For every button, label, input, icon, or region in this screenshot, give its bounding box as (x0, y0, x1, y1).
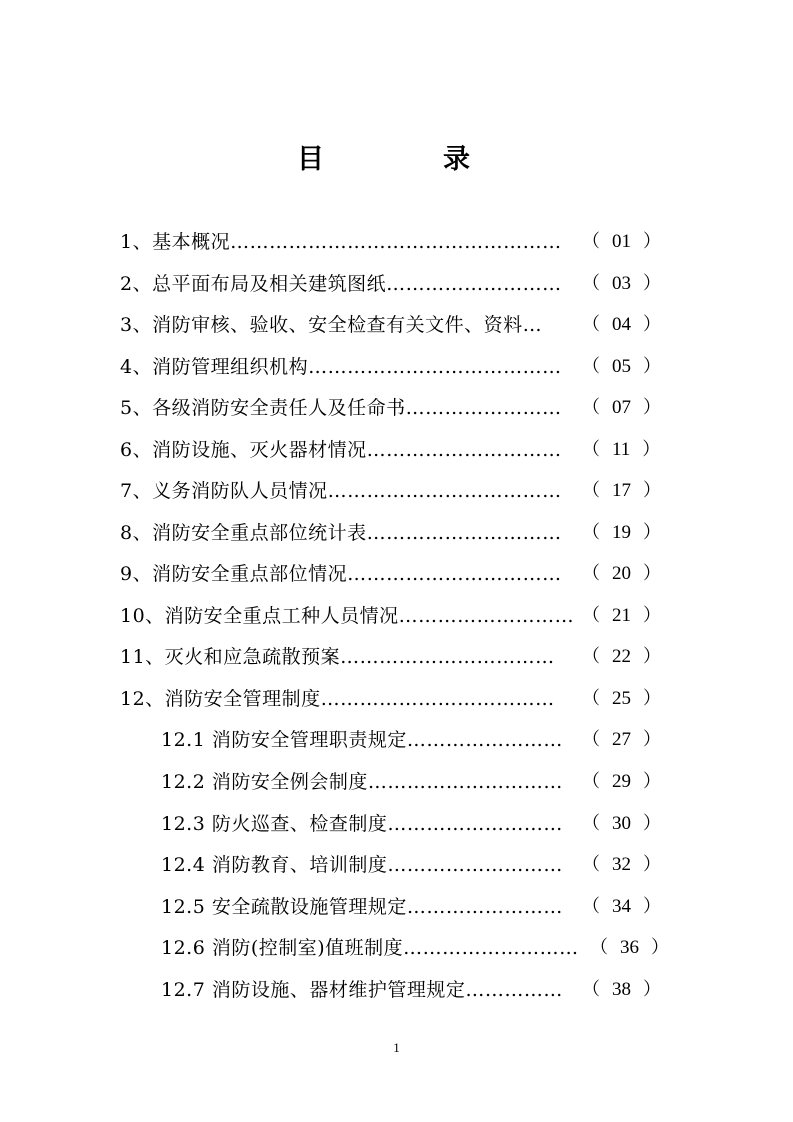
toc-entry-text: 12.5 安全疏散设施管理规定…………………… (161, 896, 563, 918)
paren-right: ） (643, 397, 661, 418)
toc-item (0, 554, 793, 594)
toc-item (0, 928, 793, 968)
toc-page-number: 25 (612, 688, 631, 709)
toc-page-number: 11 (612, 439, 631, 460)
toc-item (0, 720, 793, 760)
paren-left: （ (582, 605, 600, 626)
toc-item (0, 845, 793, 885)
paren-right: ） (643, 231, 661, 252)
toc-item (0, 305, 793, 345)
toc-page-number: 04 (612, 314, 631, 335)
toc-entry-text: 4、消防管理组织机构………………………………… (120, 356, 562, 378)
toc-entry-text: 12.2 消防安全例会制度………………………… (161, 771, 563, 793)
toc-item (0, 513, 793, 553)
toc-entry-text: 12.4 消防教育、培训制度……………………… (161, 854, 563, 876)
toc-page-ref (582, 970, 661, 1010)
toc-page-ref (582, 305, 661, 345)
toc-page-ref (582, 596, 661, 636)
toc-page-ref (582, 804, 661, 844)
toc-item (0, 347, 793, 387)
toc-page-ref (582, 845, 661, 885)
toc-page-number: 36 (620, 937, 639, 958)
toc-entry-text: 8、消防安全重点部位统计表………………………… (120, 522, 562, 544)
paren-right: ） (643, 813, 661, 834)
paren-left: （ (590, 937, 608, 958)
title-char-1: 目 (297, 144, 324, 175)
toc-page-ref (582, 430, 660, 470)
toc-item (0, 430, 793, 470)
toc-page-number: 34 (612, 896, 631, 917)
toc-page-number: 27 (612, 729, 631, 750)
paren-right: ） (643, 854, 661, 875)
paren-right: ） (643, 646, 661, 667)
paren-left: （ (582, 813, 600, 834)
toc-page-number: 20 (612, 563, 631, 584)
paren-left: （ (582, 480, 600, 501)
paren-left: （ (582, 646, 600, 667)
paren-left: （ (582, 397, 600, 418)
paren-left: （ (582, 356, 600, 377)
toc-entry-text: 11、灭火和应急疏散预案…………………………… (120, 646, 555, 668)
toc-entry-text: 12.7 消防设施、器材维护管理规定…………… (161, 979, 563, 1001)
paren-right: ） (642, 439, 661, 460)
toc-page-number: 30 (612, 813, 631, 834)
toc-item (0, 471, 793, 511)
toc-page-number: 19 (612, 522, 631, 543)
paren-right: ） (643, 563, 661, 584)
paren-right: ） (643, 896, 661, 917)
toc-page-number: 21 (612, 605, 631, 626)
toc-page-number: 32 (612, 854, 631, 875)
paren-right: ） (643, 729, 661, 750)
toc-entry-text: 5、各级消防安全责任人及任命书…………………… (120, 397, 562, 419)
toc-entry-text: 12.3 防火巡查、检查制度……………………… (161, 813, 563, 835)
paren-right: ） (643, 771, 661, 792)
toc-page-ref (582, 554, 661, 594)
toc-page-ref (582, 222, 661, 262)
toc-page-number: 38 (612, 979, 631, 1000)
toc-entry-text: 12.6 消防(控制室)值班制度……………………… (161, 937, 579, 959)
paren-right: ） (643, 605, 661, 626)
toc-item (0, 264, 793, 304)
toc-entry-text: 7、义务消防队人员情况……………………………… (120, 480, 562, 502)
toc-page-ref (582, 513, 661, 553)
paren-right: ） (643, 480, 661, 501)
toc-entry-text: 9、消防安全重点部位情况…………………………… (120, 563, 562, 585)
title-char-2: 录 (443, 144, 470, 175)
toc-page-number: 22 (612, 646, 631, 667)
toc-item (0, 637, 793, 677)
toc-entry-text: 2、总平面布局及相关建筑图纸……………………… (120, 273, 562, 295)
paren-left: （ (582, 563, 600, 584)
paren-left: （ (582, 854, 600, 875)
toc-item (0, 679, 793, 719)
paren-right: ） (651, 937, 669, 958)
paren-right: ） (643, 273, 661, 294)
toc-item (0, 222, 793, 262)
toc-item (0, 388, 793, 428)
toc-page-number: 03 (612, 273, 631, 294)
toc-page-ref (582, 720, 661, 760)
paren-left: （ (582, 771, 600, 792)
toc-page-ref (582, 679, 661, 719)
toc-page-ref (582, 264, 661, 304)
paren-left: （ (582, 522, 600, 543)
toc-page-ref (582, 347, 661, 387)
toc-entry-text: 6、消防设施、灭火器材情况………………………… (120, 439, 562, 461)
toc-entry-text: 12、消防安全管理制度……………………………… (120, 688, 555, 710)
toc-item (0, 887, 793, 927)
toc-page-ref (582, 388, 661, 428)
toc-page-number: 01 (612, 231, 631, 252)
paren-right: ） (643, 979, 661, 1000)
paren-right: ） (643, 356, 661, 377)
toc-page-number: 05 (612, 356, 631, 377)
paren-left: （ (582, 231, 600, 252)
page-title (0, 138, 793, 182)
toc-page-ref (582, 762, 661, 802)
page-number-footer: 1 (393, 1040, 400, 1055)
paren-left: （ (582, 896, 600, 917)
toc-entry-text: 3、消防审核、验收、安全检查有关文件、资料… (120, 314, 543, 336)
paren-right: ） (643, 314, 661, 335)
toc-page-number: 07 (612, 397, 631, 418)
paren-right: ） (643, 522, 661, 543)
paren-left: （ (582, 439, 600, 460)
paren-left: （ (582, 314, 600, 335)
toc-page-ref (590, 928, 669, 968)
toc-item (0, 762, 793, 802)
toc-entry-text: 10、消防安全重点工种人员情况……………………… (120, 605, 575, 627)
paren-left: （ (582, 273, 600, 294)
toc-entry-text: 1、基本概况…………………………………………… (120, 231, 562, 253)
paren-right: ） (643, 688, 661, 709)
toc-item (0, 596, 793, 636)
toc-page-ref (582, 637, 661, 677)
paren-left: （ (582, 979, 600, 1000)
paren-left: （ (582, 729, 600, 750)
toc-item (0, 804, 793, 844)
toc-page-number: 29 (612, 771, 631, 792)
toc-page-number: 17 (612, 480, 631, 501)
toc-item (0, 970, 793, 1010)
toc-entry-text: 12.1 消防安全管理职责规定…………………… (161, 729, 563, 751)
paren-left: （ (582, 688, 600, 709)
toc-page-ref (582, 471, 661, 511)
toc-page-ref (582, 887, 661, 927)
